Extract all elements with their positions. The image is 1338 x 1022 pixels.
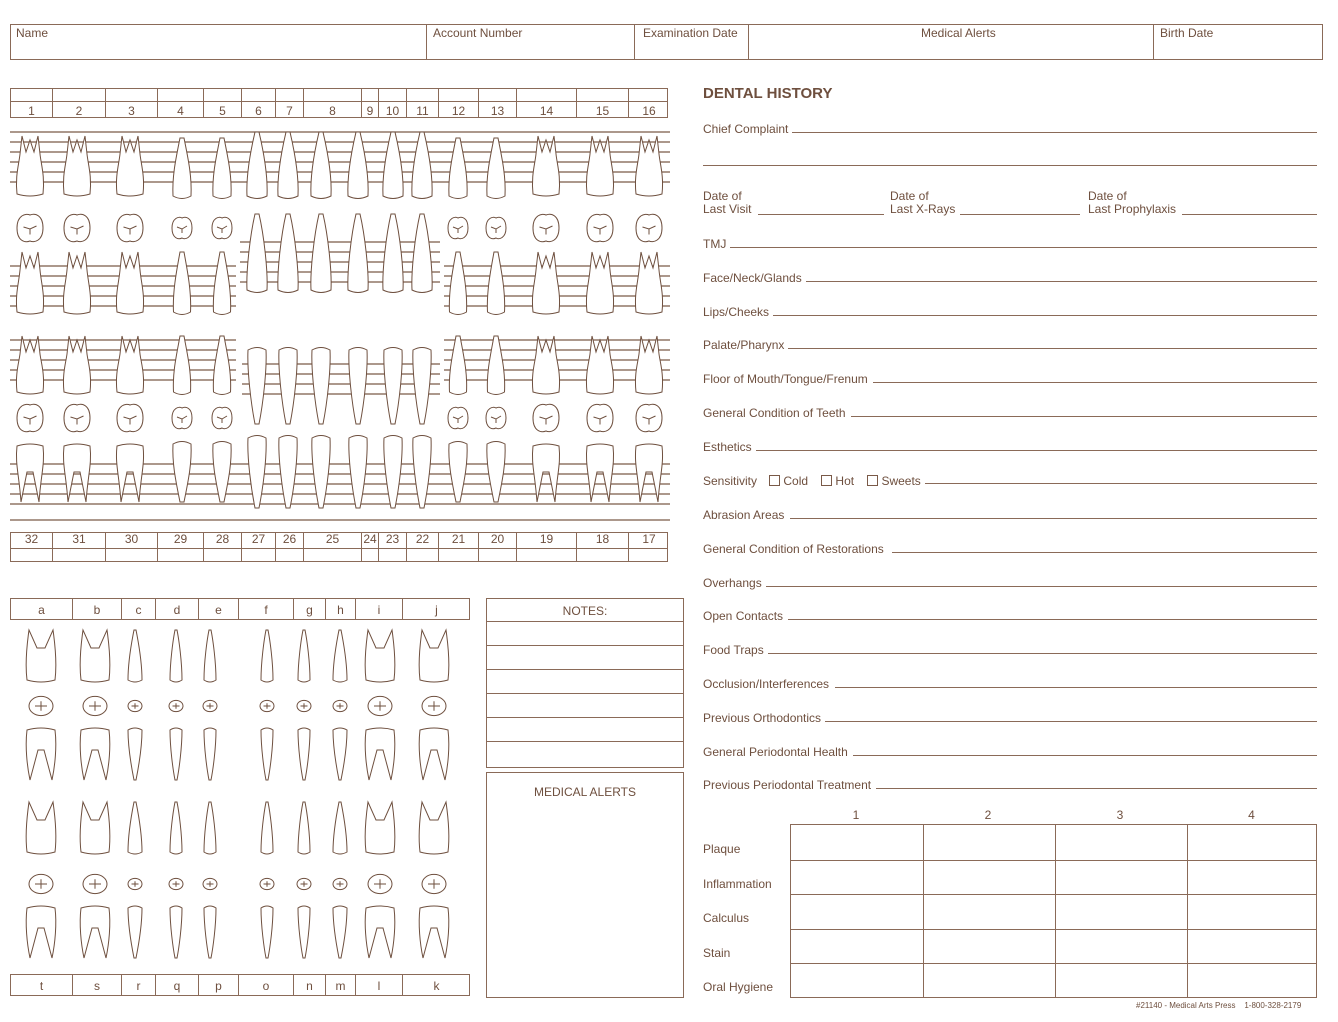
hot-label: Hot [835,474,855,488]
lower-tooth-cell[interactable] [203,533,241,561]
lower-tooth-number: 22 [415,532,430,546]
field-label: Abrasion Areas [703,508,788,522]
lower-tooth-number: 17 [642,532,656,546]
lower-tooth-number: 29 [173,532,188,546]
field-line[interactable] [772,315,1317,316]
upper-tooth-numbers [10,88,668,118]
lower-tooth-number: 20 [490,532,505,546]
perio-cell[interactable] [792,964,922,996]
lower-tooth-cell[interactable] [478,533,516,561]
perio-cell[interactable] [792,895,922,927]
field-line[interactable] [755,450,1317,451]
field-label: Overhangs [703,576,766,590]
upper-tooth-cell[interactable] [361,89,378,117]
upper-tooth-cell[interactable] [241,89,275,117]
primary-upper-letter[interactable]: f [238,599,293,619]
perio-cell[interactable] [924,895,1054,927]
lower-tooth-number: 30 [124,532,139,546]
lower-tooth-number: 23 [385,532,400,546]
upper-tooth-cell[interactable] [576,89,628,117]
lower-tooth-number: 25 [325,532,340,546]
notes-title: NOTES: [562,604,608,618]
medical-alerts-box[interactable] [486,772,684,998]
upper-tooth-cell[interactable] [157,89,203,117]
permanent-tooth-chart [10,118,670,530]
field-line[interactable] [790,518,1317,519]
primary-upper-letter[interactable]: g [293,599,325,619]
primary-lower-letter[interactable]: q [155,975,198,995]
last-visit-line[interactable] [758,214,884,215]
perio-cell[interactable] [792,861,922,893]
examination-date-field[interactable] [634,24,748,60]
hot-checkbox[interactable] [821,475,832,486]
perio-cell[interactable] [924,826,1054,858]
field-line[interactable] [730,247,1317,248]
sensitivity-label: Sensitivity Cold Hot Sweets [703,474,925,488]
field-line[interactable] [806,281,1317,282]
primary-lower-letter[interactable]: o [238,975,293,995]
primary-lower-letter[interactable]: n [293,975,325,995]
chief-complaint-line2[interactable] [703,165,1317,166]
perio-cell[interactable] [1188,964,1317,996]
lower-tooth-cell[interactable] [52,533,105,561]
perio-column-header: 4 [1248,808,1255,822]
primary-lower-letter[interactable]: r [121,975,155,995]
lower-tooth-number: 18 [595,532,610,546]
field-line[interactable] [766,653,1317,654]
perio-cell[interactable] [1188,930,1317,962]
perio-cell[interactable] [1056,826,1186,858]
field-label: Face/Neck/Glands [703,271,806,285]
upper-tooth-cell[interactable] [303,89,361,117]
upper-tooth-number: 9 [366,104,374,118]
upper-tooth-number: 5 [219,104,226,118]
perio-grid [790,824,1317,998]
upper-tooth-number: 16 [642,104,656,118]
upper-tooth-number: 3 [128,104,135,118]
primary-upper-letter[interactable]: h [325,599,355,619]
perio-cell[interactable] [792,826,922,858]
lower-tooth-cell[interactable] [438,533,478,561]
upper-tooth-number: 15 [595,104,610,118]
last-prophylaxis-line[interactable] [1182,214,1317,215]
field-label: General Condition of Restorations [703,542,888,556]
notes-box[interactable] [486,598,684,768]
name-field[interactable] [10,24,425,60]
field-label: General Periodontal Health [703,745,852,759]
upper-tooth-number: 6 [255,104,262,118]
examination-date-label: Examination Date [643,26,738,40]
upper-tooth-cell[interactable] [628,89,669,117]
medical-alerts-title: MEDICAL ALERTS [533,785,637,799]
lower-tooth-cell[interactable] [628,533,669,561]
primary-upper-letter[interactable]: d [155,599,198,619]
lower-tooth-number: 19 [539,532,554,546]
primary-lower-letters [10,974,470,996]
primary-lower-letter[interactable]: l [355,975,402,995]
lower-tooth-cell[interactable] [11,533,52,561]
perio-cell[interactable] [924,964,1054,996]
field-label: General Condition of Teeth [703,406,850,420]
primary-lower-letter[interactable]: p [198,975,238,995]
upper-tooth-number: 12 [451,104,466,118]
field-line[interactable] [788,619,1317,620]
lower-tooth-numbers [10,532,668,562]
perio-cell[interactable] [1188,861,1317,893]
field-label: Lips/Cheeks [703,305,773,319]
lower-tooth-cell[interactable] [361,533,378,561]
lower-tooth-cell[interactable] [275,533,303,561]
primary-upper-letters [10,598,470,620]
field-line[interactable] [800,721,1317,722]
medical-alerts-field[interactable] [748,24,1153,60]
lower-tooth-number: 26 [282,532,297,546]
primary-upper-letter[interactable]: c [121,599,155,619]
perio-column-header: 3 [1116,808,1124,822]
field-line[interactable] [835,687,1317,688]
lower-tooth-number: 32 [24,532,39,546]
field-label: Esthetics [703,440,756,454]
perio-cell[interactable] [1056,861,1186,893]
perio-cell[interactable] [1056,895,1186,927]
lower-tooth-cell[interactable] [378,533,406,561]
upper-tooth-cell[interactable] [11,89,52,117]
upper-tooth-number: 4 [177,104,184,118]
upper-tooth-cell[interactable] [478,89,516,117]
field-label: Food Traps [703,643,768,657]
account-number-label: Account Number [433,26,523,40]
last-xrays-line[interactable] [960,214,1080,215]
upper-tooth-number: 1 [28,104,35,118]
primary-upper-letter[interactable]: a [38,603,45,617]
lower-tooth-cell[interactable] [303,533,361,561]
sweets-label: Sweets [881,474,921,488]
upper-tooth-cell[interactable] [275,89,303,117]
chief-complaint-label: Chief Complaint [703,122,792,136]
lower-tooth-cell[interactable] [157,533,203,561]
perio-cell[interactable] [1056,964,1186,996]
primary-lower-letter[interactable]: s [72,975,121,995]
field-label: Occlusion/Interferences [703,677,833,691]
upper-tooth-number: 10 [385,104,400,118]
field-label: Previous Periodontal Treatment [703,778,875,792]
dental-history-title: DENTAL HISTORY [703,85,833,102]
perio-cell[interactable] [1188,895,1317,927]
upper-tooth-cell[interactable] [203,89,241,117]
upper-tooth-number: 8 [329,104,336,118]
upper-tooth-cell[interactable] [105,89,157,117]
lower-tooth-number: 27 [251,532,266,546]
perio-cell[interactable] [1188,826,1317,858]
upper-tooth-number: 13 [490,104,505,118]
perio-row-label: Plaque [703,842,741,856]
field-label: TMJ [703,237,730,251]
primary-upper-letter[interactable]: j [402,599,470,619]
field-line[interactable] [853,755,1317,756]
perio-column-header: 1 [852,808,860,822]
field-label: Open Contacts [703,609,787,623]
field-label: Palate/Pharynx [703,338,788,352]
footer-text: #21140 - Medical Arts Press 1-800-328-2179 [1136,1001,1302,1010]
perio-cell[interactable] [924,861,1054,893]
cold-checkbox[interactable] [769,475,780,486]
sweets-checkbox[interactable] [867,475,878,486]
lower-tooth-cell[interactable] [576,533,628,561]
birth-date-field[interactable] [1153,24,1323,60]
primary-lower-letter[interactable]: t [39,979,44,993]
field-label: Floor of Mouth/Tongue/Frenum [703,372,872,386]
medical-alerts-label: Medical Alerts [921,26,996,40]
upper-tooth-cell[interactable] [516,89,576,117]
lower-tooth-number: 28 [215,532,230,546]
lower-tooth-number: 24 [363,532,377,546]
last-visit-label: Date of Last Visit [703,189,752,216]
upper-tooth-number: 14 [539,104,554,118]
field-line[interactable] [876,788,1317,789]
lower-tooth-number: 31 [72,532,86,546]
lower-tooth-cell[interactable] [241,533,275,561]
cold-label: Cold [783,474,809,488]
perio-column-header: 2 [984,808,992,822]
primary-lower-letter[interactable]: m [325,975,355,995]
perio-row-label: Calculus [703,911,750,926]
name-label: Name [16,26,49,40]
perio-cell[interactable] [1056,930,1186,962]
field-line[interactable] [766,586,1317,587]
lower-tooth-cell[interactable] [516,533,576,561]
primary-lower-letter[interactable]: k [402,975,470,995]
field-line[interactable] [851,416,1317,417]
field-line[interactable] [892,552,1317,553]
upper-tooth-number: 2 [75,104,83,118]
account-number-field[interactable] [426,24,634,60]
primary-upper-letter[interactable]: i [355,599,402,619]
primary-tooth-chart [10,622,472,972]
last-prophylaxis-label: Date of Last Prophylaxis [1088,189,1177,216]
upper-tooth-cell[interactable] [378,89,406,117]
upper-tooth-cell[interactable] [52,89,105,117]
perio-row-label: Oral Hygiene [703,980,774,995]
perio-row-label: Inflammation [703,876,772,891]
primary-upper-letter[interactable]: e [198,599,238,619]
field-line[interactable] [873,382,1317,383]
lower-tooth-cell[interactable] [105,533,157,561]
perio-row-label: Stain [703,945,731,960]
upper-tooth-number: 11 [416,104,429,118]
primary-upper-letter[interactable]: b [72,599,121,619]
field-label: Previous Orthodontics [703,711,825,725]
birth-date-label: Birth Date [1160,26,1214,40]
upper-tooth-cell[interactable] [406,89,438,117]
upper-tooth-cell[interactable] [438,89,478,117]
perio-cell[interactable] [924,930,1054,962]
lower-tooth-cell[interactable] [406,533,438,561]
upper-tooth-number: 7 [286,104,293,118]
lower-tooth-number: 21 [451,532,466,546]
field-line[interactable] [788,348,1317,349]
perio-cell[interactable] [792,930,922,962]
last-xrays-label: Date of Last X-Rays [890,189,956,216]
